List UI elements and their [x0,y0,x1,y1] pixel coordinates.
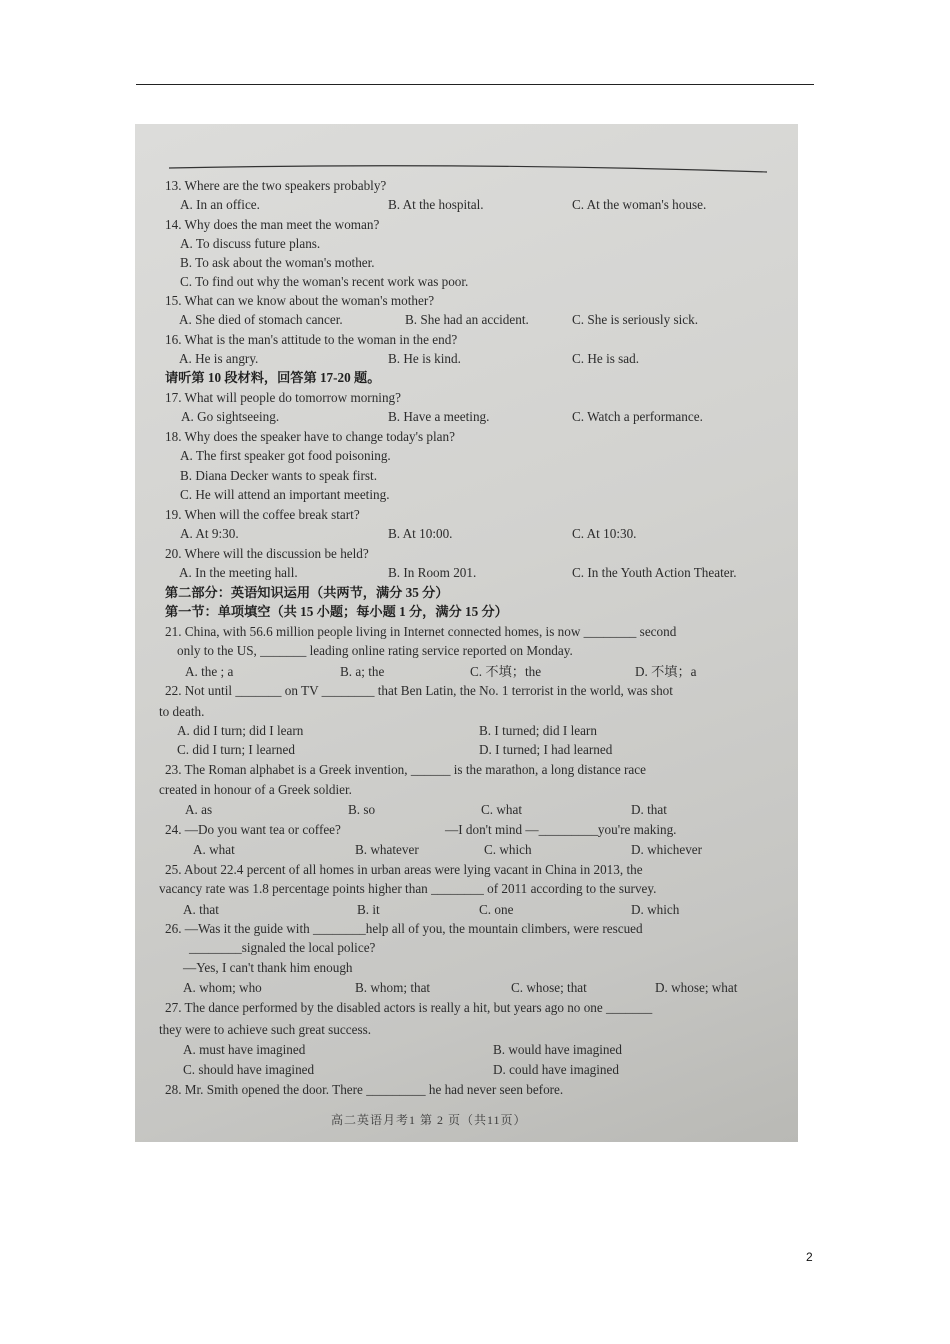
text-line: 19. When will the coffee break start? [165,507,360,522]
option-b: D. I turned; I had learned [479,742,613,757]
text-line: A. To discuss future plans. [180,236,321,251]
text-line: 18. Why does the speaker have to change today's plan? [165,429,455,444]
text-line: 24. —Do you want tea or coffee? [165,822,341,837]
text-line: 23. The Roman alphabet is a Greek invention, ______ is the marathon, a long distance race [165,762,646,777]
text-line: 14. Why does the man meet the woman? [165,217,380,232]
text-line: A. that [183,902,219,917]
option-c: C. whose; that [511,980,587,995]
printed-rule [169,164,767,176]
text-line: A. She died of stomach cancer. [179,312,343,327]
option-b: B. it [357,902,380,917]
text-line: A. the ; a [185,664,234,679]
text-line: A. In the meeting hall. [179,565,298,580]
text-line: B. Diana Decker wants to speak first. [180,468,378,483]
text-line: C. should have imagined [183,1062,315,1077]
option-c: C. one [479,902,514,917]
text-line: only to the US, _______ leading online rating service reported on Monday. [177,643,573,658]
text-line: A. must have imagined [183,1042,306,1057]
option-c: C. Watch a performance. [572,409,703,424]
option-c: C. She is seriously sick. [572,312,699,327]
option-b: B. whom; that [355,980,431,995]
option-d: D. which [631,902,680,917]
option-b: B. At 10:00. [388,526,453,541]
text-line: 第二部分：英语知识运用（共两节，满分 35 分） [165,585,449,600]
text-line: 21. China, with 56.6 million people living in Internet connected homes, is now ________ second [165,624,677,639]
exam-page-photo [135,124,798,1142]
text-line: C. did I turn; I learned [177,742,295,757]
option-d: D. whose; what [655,980,738,995]
option-c: C. In the Youth Action Theater. [572,565,737,580]
text-line: 27. The dance performed by the disabled actors is really a hit, but years ago no one _______ [165,1000,653,1015]
text-line: 13. Where are the two speakers probably? [165,178,387,193]
option-b: B. I turned; did I learn [479,723,597,738]
header-rule [136,84,814,85]
text-line: A. did I turn; did I learn [177,723,304,738]
text-line: 16. What is the man's attitude to the woman in the end? [165,332,458,347]
text-line: C. He will attend an important meeting. [180,487,390,502]
option-c: C. which [484,842,532,857]
text-line: B. To ask about the woman's mother. [180,255,375,270]
text-line: 17. What will people do tomorrow morning? [165,390,401,405]
text-line: created in honour of a Greek soldier. [159,782,352,797]
text-line: 22. Not until _______ on TV ________ that Ben Latin, the No. 1 terrorist in the world, was shot [165,683,673,698]
text-line: vacancy rate was 1.8 percentage points higher than ________ of 2011 according to the survey. [159,881,657,896]
text-line: A. The first speaker got food poisoning. [180,448,391,463]
option-b: B. She had an accident. [405,312,529,327]
option-b: B. In Room 201. [388,565,477,580]
option-d: D. that [631,802,667,817]
option-b: B. so [348,802,376,817]
text-line: A. In an office. [180,197,260,212]
option-b: B. At the hospital. [388,197,484,212]
text-line: A. what [193,842,235,857]
option-c: C. At 10:30. [572,526,637,541]
text-line: A. At 9:30. [180,526,239,541]
option-b: B. Have a meeting. [388,409,490,424]
option-c: C. what [481,802,523,817]
text-line: 28. Mr. Smith opened the door. There _________ he had never seen before. [165,1082,564,1097]
option-b: B. would have imagined [493,1042,622,1057]
text-line: A. as [185,802,213,817]
option-c: C. 不填；the [470,664,542,679]
text-line: 请听第 10 段材料，回答第 17-20 题。 [165,370,381,385]
text-line: ________signaled the local police? [189,940,376,955]
text-line: to death. [159,704,205,719]
option-b: B. a; the [340,664,385,679]
option-b: B. He is kind. [388,351,461,366]
text-line: C. To find out why the woman's recent work was poor. [180,274,469,289]
option-b: B. whatever [355,842,419,857]
text-line: 26. —Was it the guide with ________help all of you, the mountain climbers, were rescued [165,921,643,936]
photo-footer: 高二英语月考1 第 2 页（共11页） [331,1113,527,1127]
text-line: —Yes, I can't thank him enough [183,960,353,975]
text-line: 第一节：单项填空（共 15 小题；每小题 1 分，满分 15 分） [165,604,508,619]
text-line: A. Go sightseeing. [181,409,280,424]
option-b: —I don't mind —_________you're making. [445,822,677,837]
text-line: 25. About 22.4 percent of all homes in urban areas were lying vacant in China in 2013, the [165,862,643,877]
option-b: D. could have imagined [493,1062,619,1077]
option-c: C. He is sad. [572,351,640,366]
page-number: 2 [806,1250,813,1264]
option-d: D. whichever [631,842,703,857]
text-line: they were to achieve such great success. [159,1022,372,1037]
option-c: C. At the woman's house. [572,197,707,212]
option-d: D. 不填；a [635,664,697,679]
text-line: 20. Where will the discussion be held? [165,546,369,561]
text-line: A. whom; who [183,980,262,995]
text-line: 15. What can we know about the woman's mother? [165,293,435,308]
text-line: A. He is angry. [179,351,259,366]
